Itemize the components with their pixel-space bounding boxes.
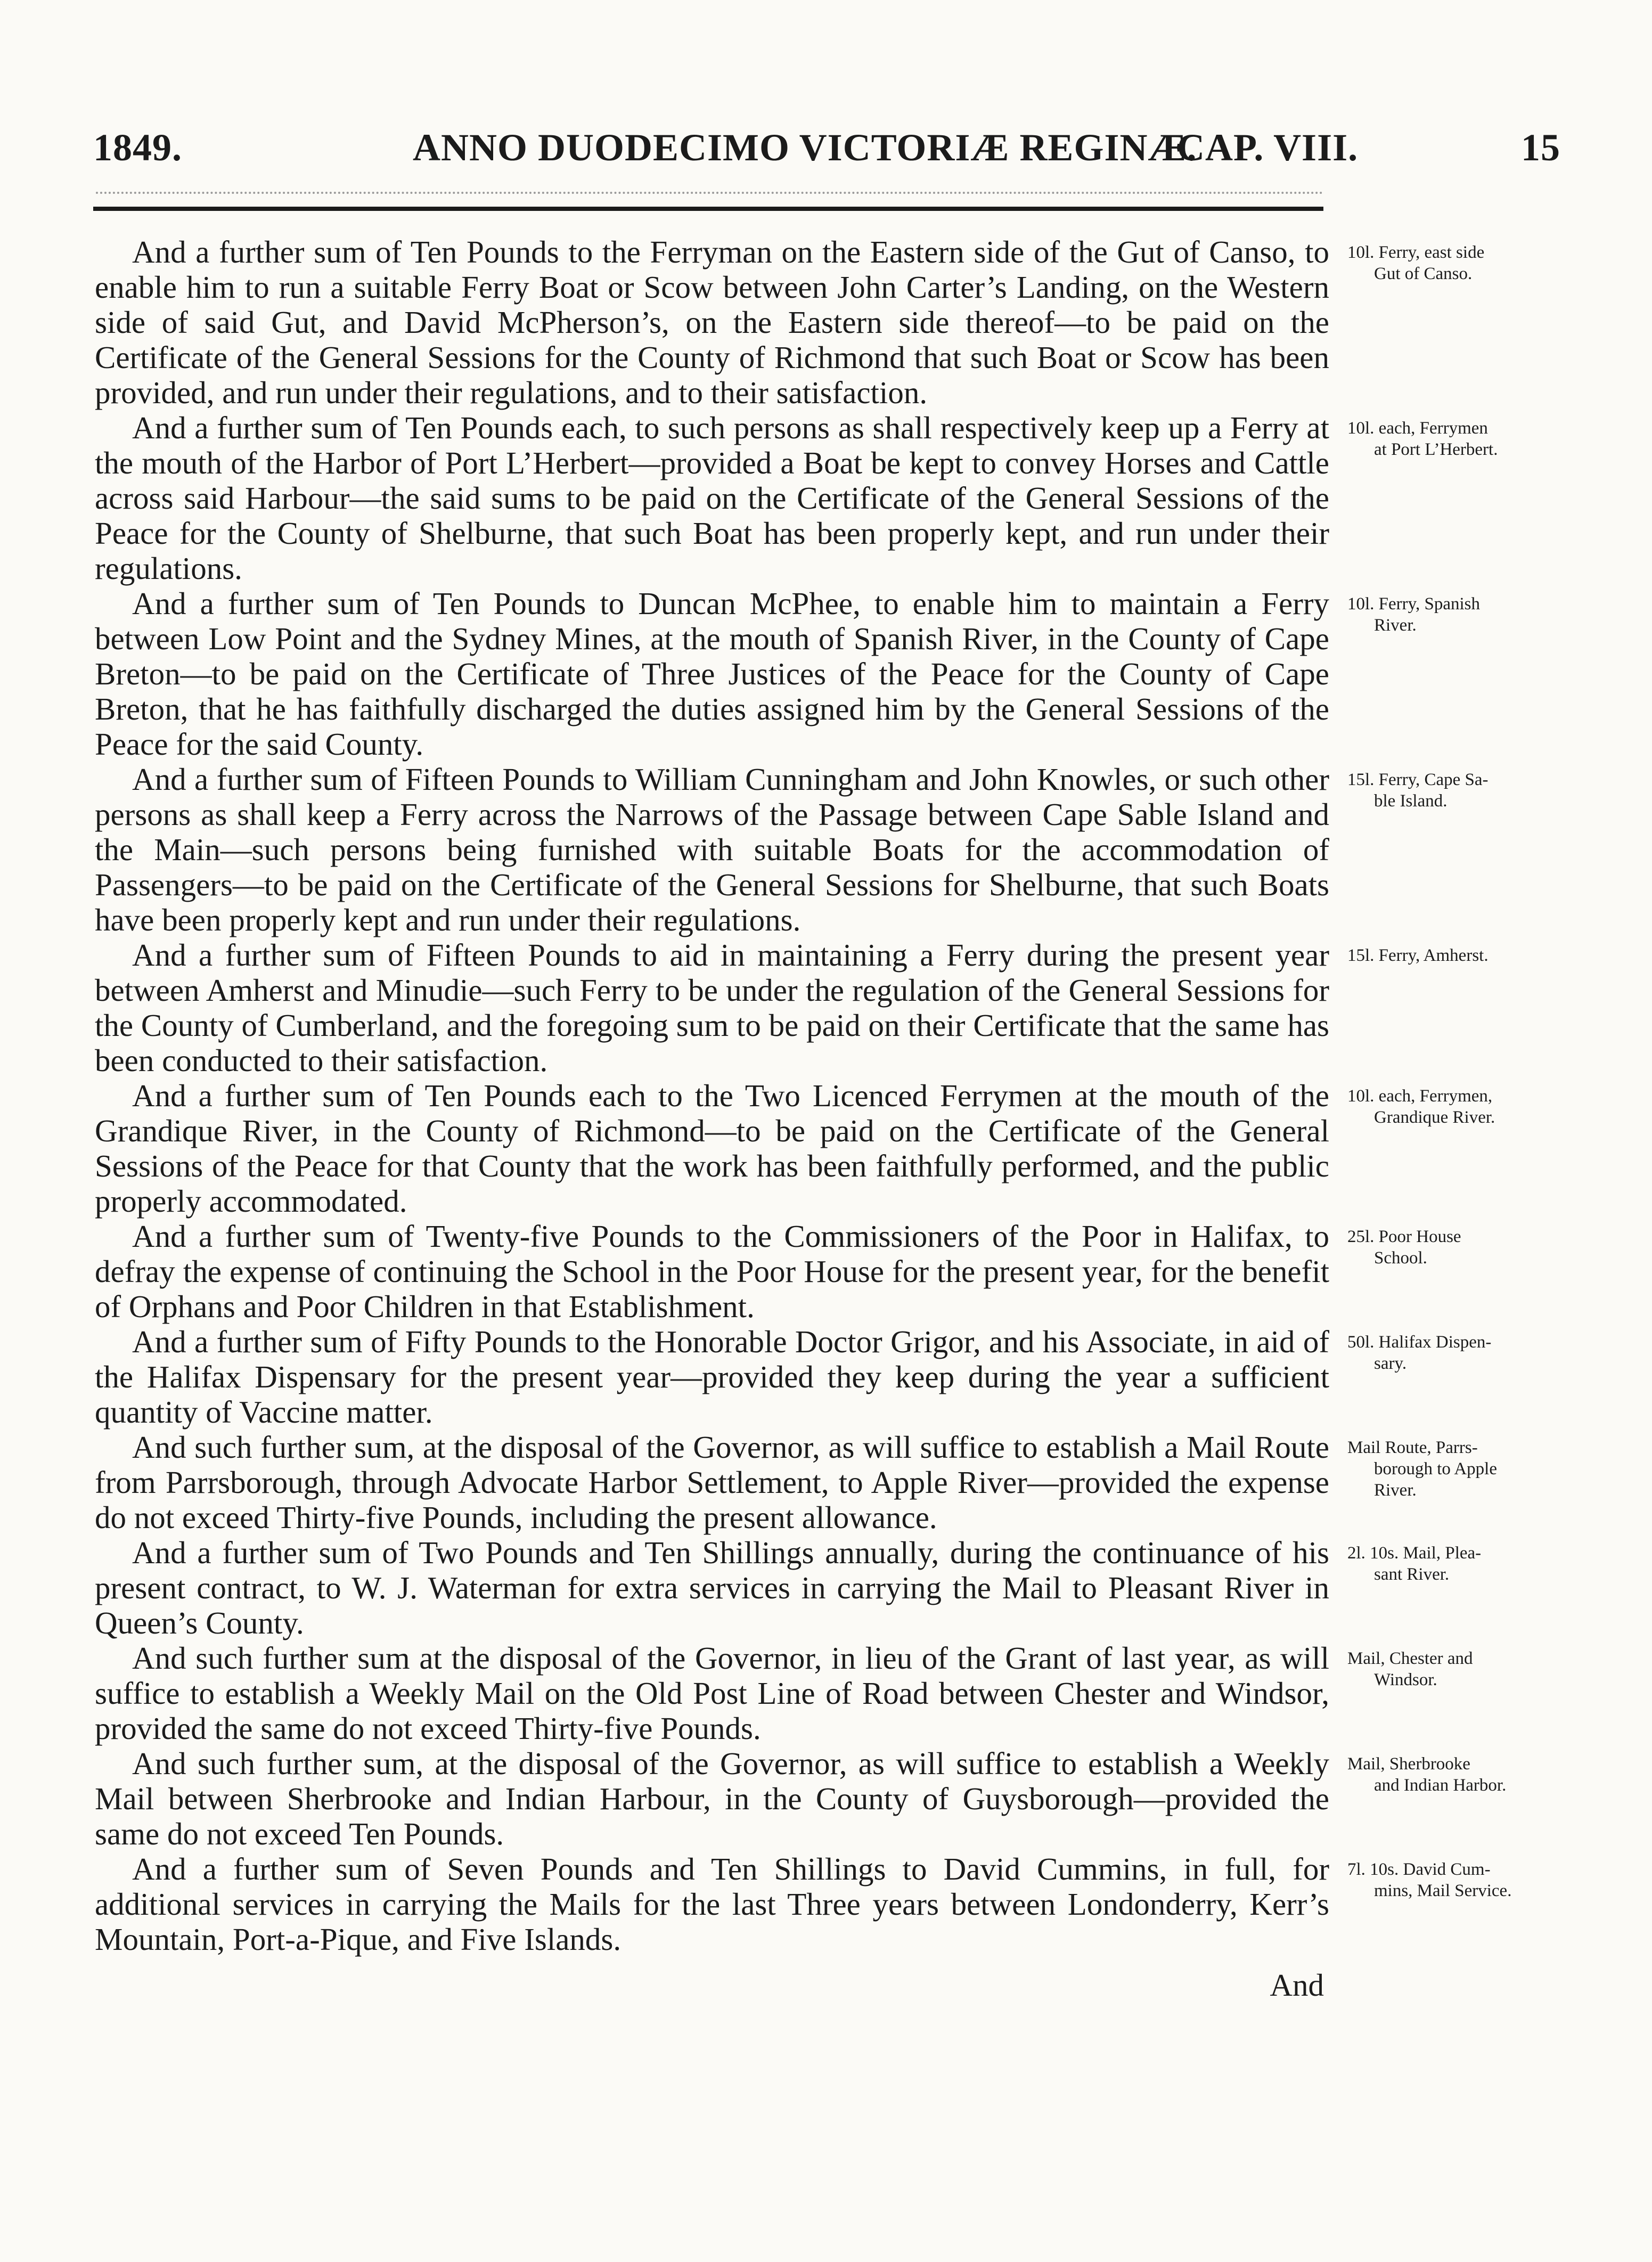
paragraph-chester-windsor: And such further sum at the disposal of the Governor, in lieu of the Grant of last year, as will suffice to establish a Weekly Mail on the Old Post Line of Road between Chester and Windsor, provided the same do not exceed Thirty-five Pounds. bbox=[95, 1640, 1329, 1746]
margin-note: 7l. 10s. David Cum- mins, Mail Service. bbox=[1347, 1860, 1512, 1900]
header-chapter: CAP. VIII. bbox=[1177, 126, 1359, 169]
header-dotted-rule bbox=[96, 192, 1323, 194]
paragraph-parrsborough: And such further sum, at the disposal of the Governor, as will suffice to establish a Mail Route from Parrsborough, through Advocate Harbor Settlement, to Apple River—provided the expense do not exceed Thirty-five Pounds, including the present allowance. bbox=[95, 1430, 1329, 1535]
paragraph-cummins: And a further sum of Seven Pounds and Ten Shillings to David Cummins, in full, for additional services in carrying the Mails for the last Three years between Londonderry, Kerr’s Mountain, Port-a-Pique, and Five Islands. bbox=[95, 1851, 1329, 1957]
margin-note: Mail Route, Parrs- borough to Apple River. bbox=[1347, 1438, 1497, 1500]
paragraph-dispensary: And a further sum of Fifty Pounds to the Honorable Doctor Grigor, and his Associate, in aid of the Halifax Dispensary for the present year—provided they keep during the year a sufficient quantity of Vaccine matter. bbox=[95, 1324, 1329, 1430]
margin-note: Mail, Chester and Windsor. bbox=[1347, 1649, 1473, 1689]
page-number: 15 bbox=[1521, 126, 1560, 169]
paragraph-gut-of-canso: And a further sum of Ten Pounds to the Ferryman on the Eastern side of the Gut of Canso, to enable him to run a suitable Ferry Boat or Scow between John Carter’s Landing, on the Western side of said Gut, and David McPherson’s, on the Eastern side thereof—to be paid on the Certificate of the General Sessions for the County of Richmond that such Boat or Scow has been provided, and run under their regulations, and to their satisfaction. bbox=[95, 234, 1329, 410]
margin-note: 15l. Ferry, Cape Sa- ble Island. bbox=[1347, 770, 1489, 811]
margin-note: 25l. Poor House School. bbox=[1347, 1227, 1461, 1268]
header-title: ANNO DUODECIMO VICTORIÆ REGINÆ. bbox=[413, 126, 1197, 169]
paragraph-pleasant-river: And a further sum of Two Pounds and Ten Shillings annually, during the continuance of his present contract, to W. J. Waterman for extra services in carrying the Mail to Pleasant River in Queen’s County. bbox=[95, 1535, 1329, 1640]
margin-note: 15l. Ferry, Amherst. bbox=[1347, 946, 1489, 965]
running-head bbox=[93, 124, 1560, 172]
paragraph-grandique: And a further sum of Ten Pounds each to the Two Licenced Ferrymen at the mouth of the Grandique River, in the County of Richmond—to be paid on the Certificate of the General Sessions of the Peace for that County that the work has been faithfully performed, and the public properly accommodated. bbox=[95, 1078, 1329, 1219]
header-year: 1849. bbox=[93, 126, 182, 169]
margin-note: 10l. each, Ferrymen, Grandique River. bbox=[1347, 1087, 1495, 1127]
paragraph-spanish-river: And a further sum of Ten Pounds to Duncan McPhee, to enable him to maintain a Ferry between Low Point and the Sydney Mines, at the mouth of Spanish River, in the County of Cape Breton—to be paid on the Certificate of Three Justices of the Peace for the County of Cape Breton, that he has faithfully discharged the duties assigned him by the General Sessions of the Peace for the said County. bbox=[95, 586, 1329, 762]
margin-note: 2l. 10s. Mail, Plea- sant River. bbox=[1347, 1544, 1482, 1584]
margin-note: 50l. Halifax Dispen- sary. bbox=[1347, 1333, 1492, 1373]
margin-note: Mail, Sherbrooke and Indian Harbor. bbox=[1347, 1754, 1507, 1795]
margin-note: 10l. Ferry, Spanish River. bbox=[1347, 594, 1481, 635]
paragraph-port-lherbert: And a further sum of Ten Pounds each, to such persons as shall respectively keep up a Ferry at the mouth of the Harbor of Port L’Herbert—provided a Boat be kept to convey Horses and Cattle across said Harbour—the said sums to be paid on the Certificate of the General Sessions of the Peace for the County of Shelburne, that such Boat has been properly kept, and run under their regulations. bbox=[95, 410, 1329, 586]
body-text bbox=[95, 234, 1329, 2003]
header-rule bbox=[93, 207, 1323, 211]
paragraph-poor-house: And a further sum of Twenty-five Pounds to the Commissioners of the Poor in Halifax, to defray the expense of continuing the School in the Poor House for the present year, for the benefit of Orphans and Poor Children in that Establishment. bbox=[95, 1219, 1329, 1324]
catchword: And bbox=[1270, 1967, 1324, 2003]
margin-note: 10l. each, Ferrymen at Port L’Herbert. bbox=[1347, 419, 1498, 459]
paragraph-sherbrooke: And such further sum, at the disposal of the Governor, as will suffice to establish a Weekly Mail between Sherbrooke and Indian Harbour, in the County of Guysborough—provided the same do not exceed Ten Pounds. bbox=[95, 1746, 1329, 1851]
paragraph-cape-sable: And a further sum of Fifteen Pounds to William Cunningham and John Knowles, or such other persons as shall keep a Ferry across the Narrows of the Passage between Cape Sable Island and the Main—such persons being furnished with suitable Boats for the accommodation of Passengers—to be paid on the Certificate of the General Sessions for Shelburne, that such Boats have been properly kept and run under their regulations. bbox=[95, 762, 1329, 937]
paragraph-amherst: And a further sum of Fifteen Pounds to aid in maintaining a Ferry during the present year between Amherst and Minudie—such Ferry to be under the regulation of the General Sessions for the County of Cumberland, and the foregoing sum to be paid on their Certificate that the same has been conducted to their satisfaction. bbox=[95, 937, 1329, 1078]
margin-note: 10l. Ferry, east side Gut of Canso. bbox=[1347, 243, 1485, 283]
